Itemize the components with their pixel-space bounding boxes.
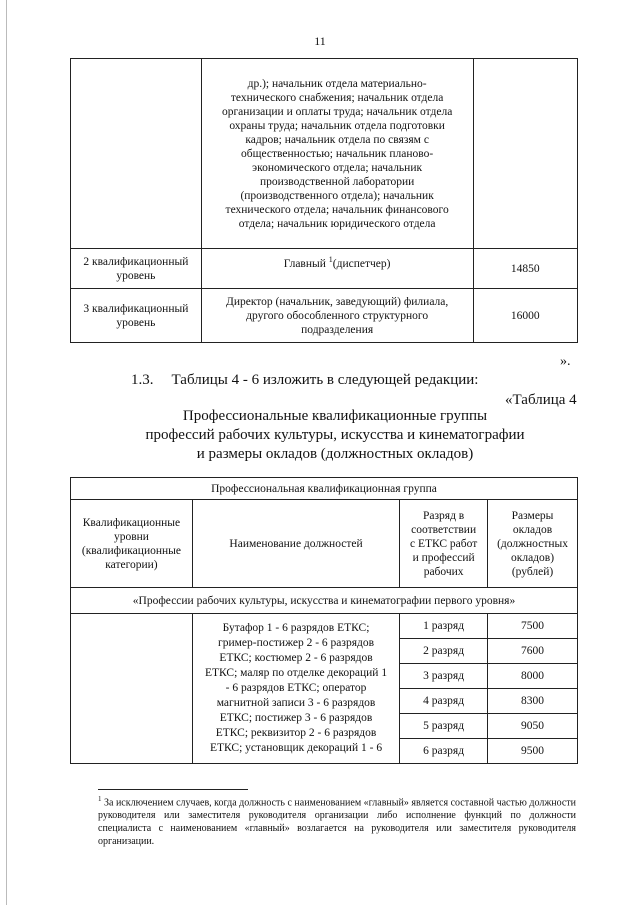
text-line: ЕТКС; маляр по отделке декораций 1 bbox=[204, 667, 388, 679]
text-line: охраны труда; начальник отдела подготовки bbox=[229, 119, 445, 132]
level-cell bbox=[71, 289, 202, 343]
footnote-mark: 1 bbox=[98, 795, 102, 803]
footnote-ref: 1 bbox=[328, 255, 333, 264]
title-line: профессий рабочих культуры, искусства и кинематографии bbox=[145, 427, 525, 443]
footnote bbox=[98, 793, 576, 848]
salary-table bbox=[70, 477, 578, 764]
text-line: общественностью; начальник планово- bbox=[241, 147, 434, 160]
position-text: (диспетчер) bbox=[332, 257, 391, 270]
positions-table-continued bbox=[70, 58, 578, 343]
text-line: технического отдела; начальник финансового bbox=[225, 203, 449, 216]
text-line: отдела; начальник юридического отдела bbox=[238, 217, 436, 230]
table-cell-empty bbox=[473, 59, 577, 249]
text-line: ЕТКС; постижер 3 - 6 разрядов bbox=[219, 712, 373, 724]
text-line: категории) bbox=[105, 558, 158, 571]
salary-cell: 14850 bbox=[473, 249, 577, 289]
text-line: другого обособленного структурного bbox=[246, 309, 429, 322]
text-line: (рублей) bbox=[511, 565, 554, 578]
salary-cell: 7500 bbox=[488, 614, 578, 639]
col-header-grade bbox=[400, 500, 488, 588]
text-line: уровень bbox=[116, 316, 156, 329]
table-label: «Таблица 4 bbox=[505, 392, 577, 408]
text-line: уровни bbox=[113, 530, 149, 543]
text-line: соответствии bbox=[411, 523, 477, 536]
text-line: организации и оплаты труда; начальник отдела bbox=[221, 105, 453, 118]
table-row bbox=[71, 614, 578, 639]
position-cell bbox=[201, 289, 473, 343]
grade-cell: 6 разряд bbox=[400, 739, 488, 764]
text-line: магнитной записи 3 - 6 разрядов bbox=[216, 697, 376, 709]
text-line: ЕТКС; костюмер 2 - 6 разрядов bbox=[219, 652, 373, 664]
level-cell bbox=[71, 249, 202, 289]
category-header: «Профессии рабочих культуры, искусства и кинематографии первого уровня» bbox=[71, 588, 578, 614]
text-line: окладов bbox=[512, 523, 553, 536]
text-line: гример-постижер 2 - 6 разрядов bbox=[218, 637, 375, 649]
grade-cell: 3 разряд bbox=[400, 664, 488, 689]
text-line: 2 квалификационный bbox=[83, 255, 189, 268]
salary-cell: 8000 bbox=[488, 664, 578, 689]
section-number: 1.3. bbox=[131, 372, 154, 388]
table-row bbox=[71, 289, 578, 343]
text-line: Директор (начальник, заведующий) филиала, bbox=[226, 295, 449, 308]
salary-cell: 9050 bbox=[488, 714, 578, 739]
text-line: уровень bbox=[116, 269, 156, 282]
text-line: Разряд в bbox=[423, 509, 465, 522]
closing-quote: ». bbox=[560, 354, 571, 369]
text-line: 3 квалификационный bbox=[83, 302, 189, 315]
text-line: технического снабжения; начальник отдела bbox=[230, 91, 444, 104]
text-line: окладов) bbox=[511, 551, 555, 564]
title-line: и размеры окладов (должностных окладов) bbox=[196, 446, 474, 462]
text-line: (квалификационные bbox=[81, 544, 181, 557]
section-text: Таблицы 4 - 6 изложить в следующей редакции: bbox=[171, 372, 479, 388]
level-cell-empty bbox=[71, 614, 193, 764]
salary-cell: 7600 bbox=[488, 639, 578, 664]
table-title bbox=[100, 407, 570, 464]
col-header-names: Наименование должностей bbox=[192, 500, 399, 588]
page-number: 11 bbox=[314, 34, 326, 48]
table-row bbox=[71, 478, 578, 500]
header-row bbox=[71, 500, 578, 588]
text-line: с ЕТКС работ bbox=[409, 537, 478, 550]
salary-cell: 16000 bbox=[473, 289, 577, 343]
grade-cell: 4 разряд bbox=[400, 689, 488, 714]
text-line: ЕТКС; реквизитор 2 - 6 разрядов bbox=[215, 727, 377, 739]
table-row bbox=[71, 249, 578, 289]
text-line: - 6 разрядов ЕТКС; оператор bbox=[225, 682, 367, 694]
section-heading bbox=[131, 372, 478, 389]
table-cell-empty bbox=[71, 59, 202, 249]
positions-cell bbox=[192, 614, 399, 764]
text-line: др.); начальник отдела материально- bbox=[247, 77, 427, 90]
scan-edge-line bbox=[6, 0, 7, 905]
text-line: производственной лаборатории bbox=[259, 175, 415, 188]
text-line: экономического отдела; начальник bbox=[252, 161, 423, 174]
text-line: и профессий bbox=[412, 551, 475, 564]
text-line: рабочих bbox=[423, 565, 464, 578]
salary-cell: 9500 bbox=[488, 739, 578, 764]
group-header: Профессиональная квалификационная группа bbox=[71, 478, 578, 500]
col-header-salary bbox=[488, 500, 578, 588]
table-cell-positions bbox=[201, 59, 473, 249]
text-line: Бутафор 1 - 6 разрядов ЕТКС; bbox=[222, 622, 370, 634]
text-line: (производственного отдела); начальник bbox=[240, 189, 434, 202]
footnote-text: За исключением случаев, когда должность с наименованием «главный» является составной частью должности руководителя или заместителя руководителя организации либо исполнение функций по должности специалиста с наименованием «главный» возлагается на руководителя или заместителя руководителя организации. bbox=[98, 797, 576, 848]
category-row bbox=[71, 588, 578, 614]
grade-cell: 2 разряд bbox=[400, 639, 488, 664]
text-line: кадров; начальник отдела по связям с bbox=[245, 133, 429, 146]
position-cell bbox=[201, 249, 473, 289]
text-line: ЕТКС; установщик декораций 1 - 6 bbox=[209, 742, 383, 754]
title-line: Профессиональные квалификационные группы bbox=[182, 408, 488, 424]
text-line: Размеры bbox=[511, 509, 554, 522]
grade-cell: 5 разряд bbox=[400, 714, 488, 739]
position-text: Главный bbox=[283, 257, 326, 270]
salary-cell: 8300 bbox=[488, 689, 578, 714]
text-line: Квалификационные bbox=[82, 516, 181, 529]
text-line: (должностных bbox=[497, 537, 568, 550]
col-header-levels bbox=[71, 500, 193, 588]
grade-cell: 1 разряд bbox=[400, 614, 488, 639]
footnote-divider bbox=[98, 789, 248, 790]
text-line: подразделения bbox=[301, 323, 374, 336]
